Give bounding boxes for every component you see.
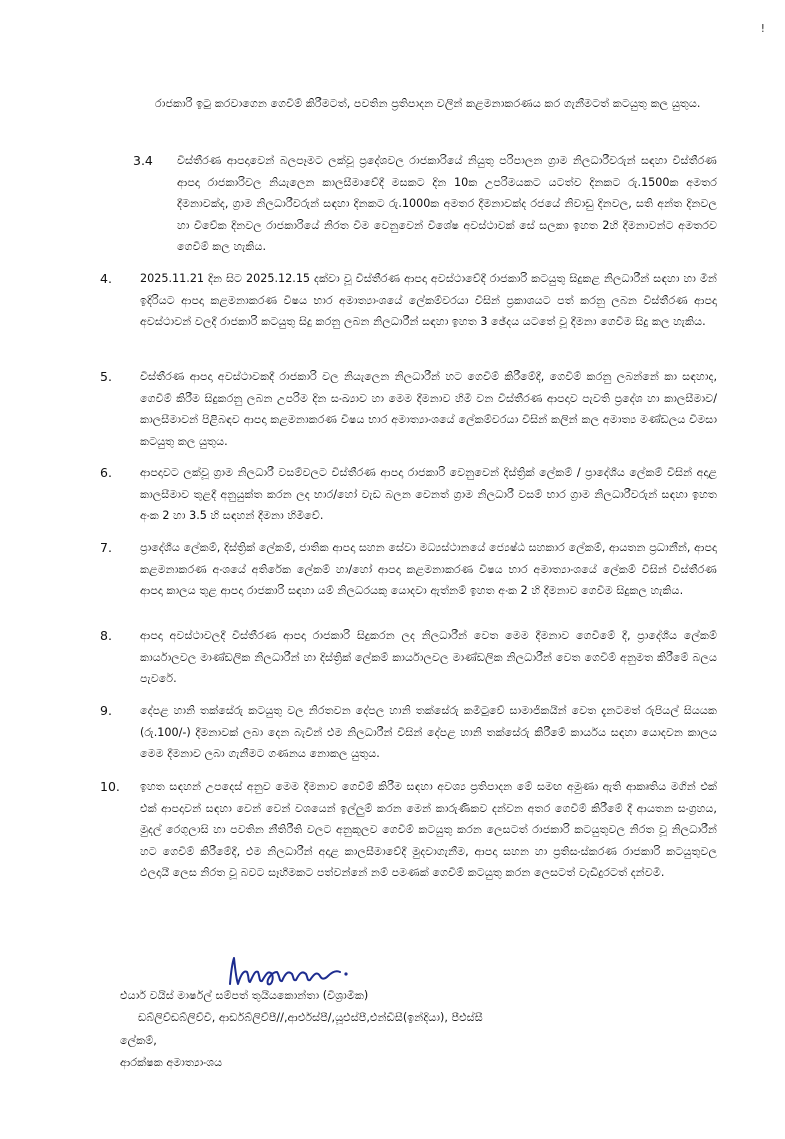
handwritten-signature xyxy=(222,950,362,990)
paragraph-8: ආපදා අවස්ථාවලදී විස්තීරණ ආපදා රාජකාරි සිදුකරන ලද නිලධාරීන් වෙත මෙම දීමනාව ගෙවීමේ දී, ප්‍රාදේශීය ලේකම් කාර්යාලවල මාණ්ඩලික නිලධාරීන් හා දිස්ත්‍රික් ලේකම් කාර්යාලවල මාණ්ඩලික නිලධාරීන් වෙත ගෙවීම් අනුමත කිරීමේ බලය පැවරේ. xyxy=(140,629,717,685)
signatory-title: ලේකම්, xyxy=(120,1034,157,1047)
paragraph-number-3-4: 3.4 xyxy=(133,153,153,168)
corner-mark: ! xyxy=(760,22,765,35)
paragraph-7: ප්‍රාදේශීය ලේකම්, දිස්ත්‍රික් ලේකම්, ජාතික ආපදා සහන සේවා මධ්‍යස්ථානයේ ජ්‍යෙෂ්ඨ සහකාර ලේකම්, ආයතන ප්‍රධානීන්, ආපදා කළමනාකරණ අංශයේ අතිරේක ලේකම් හා/හෝ ආපදා කළමනාකරණ විෂය භාර අමාත්‍යාංශයේ ලේකම් විසින් විස්තීරණ ආපදා කාලය තුළ ආපදා රාජකාරි සඳහා යම් නිලධරයකු යොදවා ඇත්නම් ඉහත අංක 2 හි දීමනාව ගෙවීම සිදුකල හැකිය. xyxy=(140,541,717,597)
paragraph-number-8: 8. xyxy=(100,628,112,643)
paragraph-6: ආපදාවට ලක්වූ ග්‍රාම නිලධාරී වසම්වලට විස්තීරණ ආපදා රාජකාරි වෙනුවෙන් දිස්ත්‍රික් ලේකම් / ප්‍රාදේශීය ලේකම් විසින් අදාළ කාලසීමාව තුළදී අනුයුක්ත කරන ලද භාර/හෝ වැඩ බලන වෙනත් ග්‍රාම නිලධාරී වසම් භාර ග්‍රාම නිලධාරීවරුන් සඳහා ඉහත අංක 2 හා 3.5 හි සඳහන් දීමනා හිමිවේ. xyxy=(140,466,717,522)
paragraph-9: දේපළ හානි තක්සේරු කටයුතු වල නිරතවන දේපල හානි තක්සේරු කමිටුවේ සාමාජිකයින් වෙත දැනටමත් රුපියල් සියයක (රු.100/-) දීමනාවක් ලබා දෙන බැවින් එම නිලධාරීන් විසින් දේපළ හානි තක්සේරු කිරීමේ කාර්යය සඳහා යොදවන කාලය මෙම දීමනාව ලබා ගැනීමට ගණනය නොකල යුතුය. xyxy=(140,704,717,760)
paragraph-number-7: 7. xyxy=(100,540,112,555)
signatory-ministry: ආරක්ෂක අමාත්‍යාංශය xyxy=(120,1056,223,1069)
paragraph-number-9: 9. xyxy=(100,703,112,718)
paragraph-5: විස්තීරණ ආපදා අවස්ථාවකදී රාජකාරි වල නියැලෙන නිලධාරීන් හට ගෙවීම් කිරීමේදී, ගෙවීම් කරනු ලබන්නේ කා සඳහාද, ගෙවීම් කිරීම සිදුකරනු ලබන උපරිම දින සංඛ්‍යාව හා මෙම දීමනාව හිමි වන විස්තීරණ ආපදාව පැවති ප්‍රදේශ හා කාලසීමාව/ කාලසීමාවන් පිළිබඳව ආපදා කළමනාකරණ විෂය භාර අමාත්‍යාංශයේ ලේකම්වරයා විසින් කලින් කල අමාත්‍ය මණ්ඩලය විමසා කටයුතු කල යුතුය. xyxy=(140,370,717,448)
paragraph-number-4: 4. xyxy=(100,271,112,286)
paragraph-10: ඉහත සඳහන් උපදෙස් අනුව මෙම දීමනාව ගෙවීම් කිරීම සඳහා අවශ්‍ය ප්‍රතිපාදන මේ සමඟ අමුණා ඇති ආකෘතිය මගින් එක් එක් ආපදාවන් සඳහා වෙන් වෙන් වශයෙන් ඉල්ලුම් කරන මෙන් කාරුණිකව දන්වන අතර ගෙවීම් කිරීමේ දී ආයතන සංග්‍රහය, මුදල් රෙගුලාසි හා පවතින නීතිරීති වලට අනුකූලව ගෙවීම් කටයුතු කරන ලෙසටත් රාජකාරි කටයුතුවල නිරත වූ නිලධාරීන් හට ගෙවීම් කිරීමේදී, එම නිලධාරීන් අදාළ කාලසීමාවේදී මුදවාගැනීම, ආපදා සහන හා ප්‍රතිසංස්කරණ රාජකාරි කටයුතුවල ඵලදායී ලෙස නිරත වූ බවට සෑහීමකට පත්වන්නේ නම් පමණක් ගෙවීම් කටයුතු කරන ලෙසටත් වැඩිදුරටත් දන්වමි. xyxy=(140,780,717,879)
paragraph-number-10: 10. xyxy=(100,779,120,794)
paragraph-3-4: විස්තීරණ ආපදාවෙන් බලපෑමට ලක්වූ ප්‍රදේශවල රාජකාරියේ නියුතු පරිපාලන ග්‍රාම නිලධාරීවරුන් සඳහා විස්තීරණ ආපදා රාජකාරිවල නියැලෙන කාලසීමාවේදී මසකට දින 10ක උපරිමයකට යටත්ව දිනකට රු.1500ක අමතර දීමනාවක්ද, ග්‍රාම නිලධාරීවරුන් සඳහා දිනකට රු.1000ක අමතර දීමනාවක්ද රජයේ නිවාඩු දිනවල, සති අන්ත දිනවල හා විවේක දිනවල රාජකාරියේ නිරත වීම වෙනුවෙන් විශේෂ අවස්ථාවක් සේ සලකා ඉහත 2හි දීමනාවන්ට අමතරව ගෙවීම් කල හැකිය. xyxy=(177,154,717,253)
paragraph-4: 2025.11.21 දින සිට 2025.12.15 දක්වා වූ විස්තීරණ ආපදා අවස්ථාවේදී රාජකාරි කටයුතු සිදුකළ නිලධාරීන් සඳහා හා මින් ඉදිරියට ආපදා කළමනාකරණ විෂය භාර අමාත්‍යාංශයේ ලේකම්වරයා විසින් ප්‍රකාශයට පත් කරනු ලබන විස්තීරණ ආපදා අවස්ථාවන් වලදී රාජකාරි කටයුතු සිදු කරනු ලබන නිලධාරීන් සඳහා ඉහත 3 ඡේදය යටතේ වූ දීමනා ගෙවීම සිදු කල හැකිය. xyxy=(140,272,717,328)
signatory-qualifications: ඩබ්ලිව්ඩබ්ලිව්වී, ආර්ඩබ්ලිව්පී//,ආර්එස්පී/,යූඑස්පී,එන්ඩීසී(ඉන්දියා), පීඑස්සී xyxy=(138,1011,483,1024)
paragraph-number-5: 5. xyxy=(100,369,112,384)
paragraph-number-6: 6. xyxy=(100,465,112,480)
signatory-name: එයාර් වයිස් මාර්ෂල් සම්පත් තුයියකොන්තා (විශ්‍රාමික) xyxy=(120,989,369,1002)
paragraph-continuation: රාජකාරි ඉටු කරවාගෙන ගෙවීම් කිරීමටත්, පවතින ප්‍රතිපාදන වලින් කළමනාකරණය කර ගැනීමටත් කටයුතු කල යුතුය. xyxy=(155,97,701,110)
